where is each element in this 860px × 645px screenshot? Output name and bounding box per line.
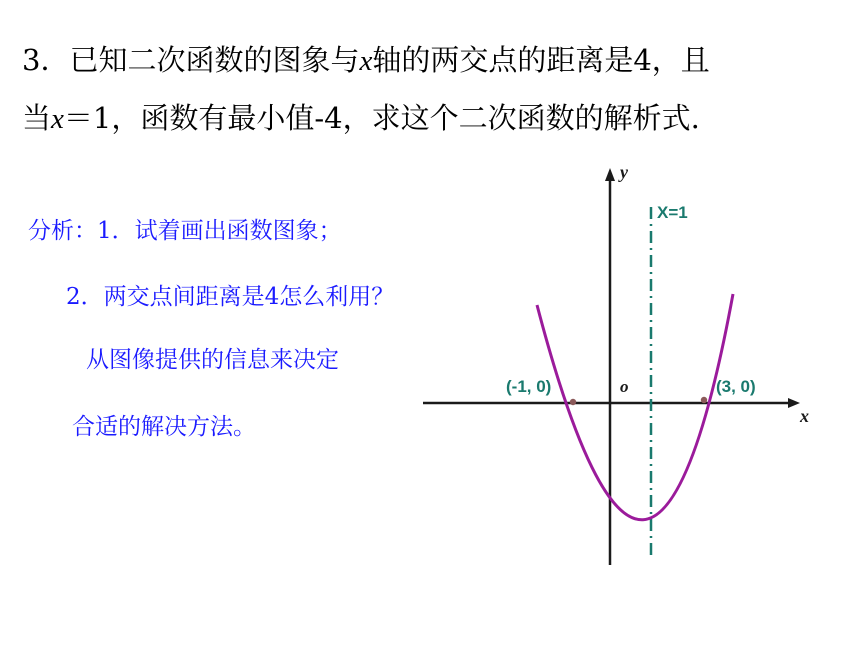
problem-line1-text-b: 轴的两交点的距离是4，且 xyxy=(372,43,710,77)
problem-line2-variable: x xyxy=(51,103,64,135)
right-root-label: (3, 0) xyxy=(716,377,756,396)
left-root-label: (-1, 0) xyxy=(506,377,552,396)
y-axis-arrow-icon xyxy=(605,168,615,181)
analysis-line-4: 合适的解决方法。 xyxy=(72,414,256,440)
x-axis-arrow-icon xyxy=(788,398,800,408)
problem-line2-text-a: 当 xyxy=(22,101,52,135)
left-root-point xyxy=(570,399,576,405)
parabola-curve xyxy=(537,294,733,520)
problem-line2-text-b: ＝1，函数有最小值-4，求这个二次函数的解析式. xyxy=(63,101,700,135)
problem-line1-text-a: 3．已知二次函数的图象与 xyxy=(22,43,360,77)
problem-line1-variable: x xyxy=(359,45,373,77)
origin-label: o xyxy=(620,377,629,396)
analysis-line-1: 分析：1．试着画出函数图象； xyxy=(28,218,342,244)
analysis-line-3: 从图像提供的信息来决定 xyxy=(86,347,339,373)
axis-of-symmetry-label: X=1 xyxy=(657,203,688,222)
analysis-line-2: 2．两交点间距离是4怎么利用？ xyxy=(66,284,395,310)
y-axis-label: y xyxy=(620,162,628,182)
x-axis-label: x xyxy=(800,406,809,426)
right-root-point xyxy=(701,397,707,403)
